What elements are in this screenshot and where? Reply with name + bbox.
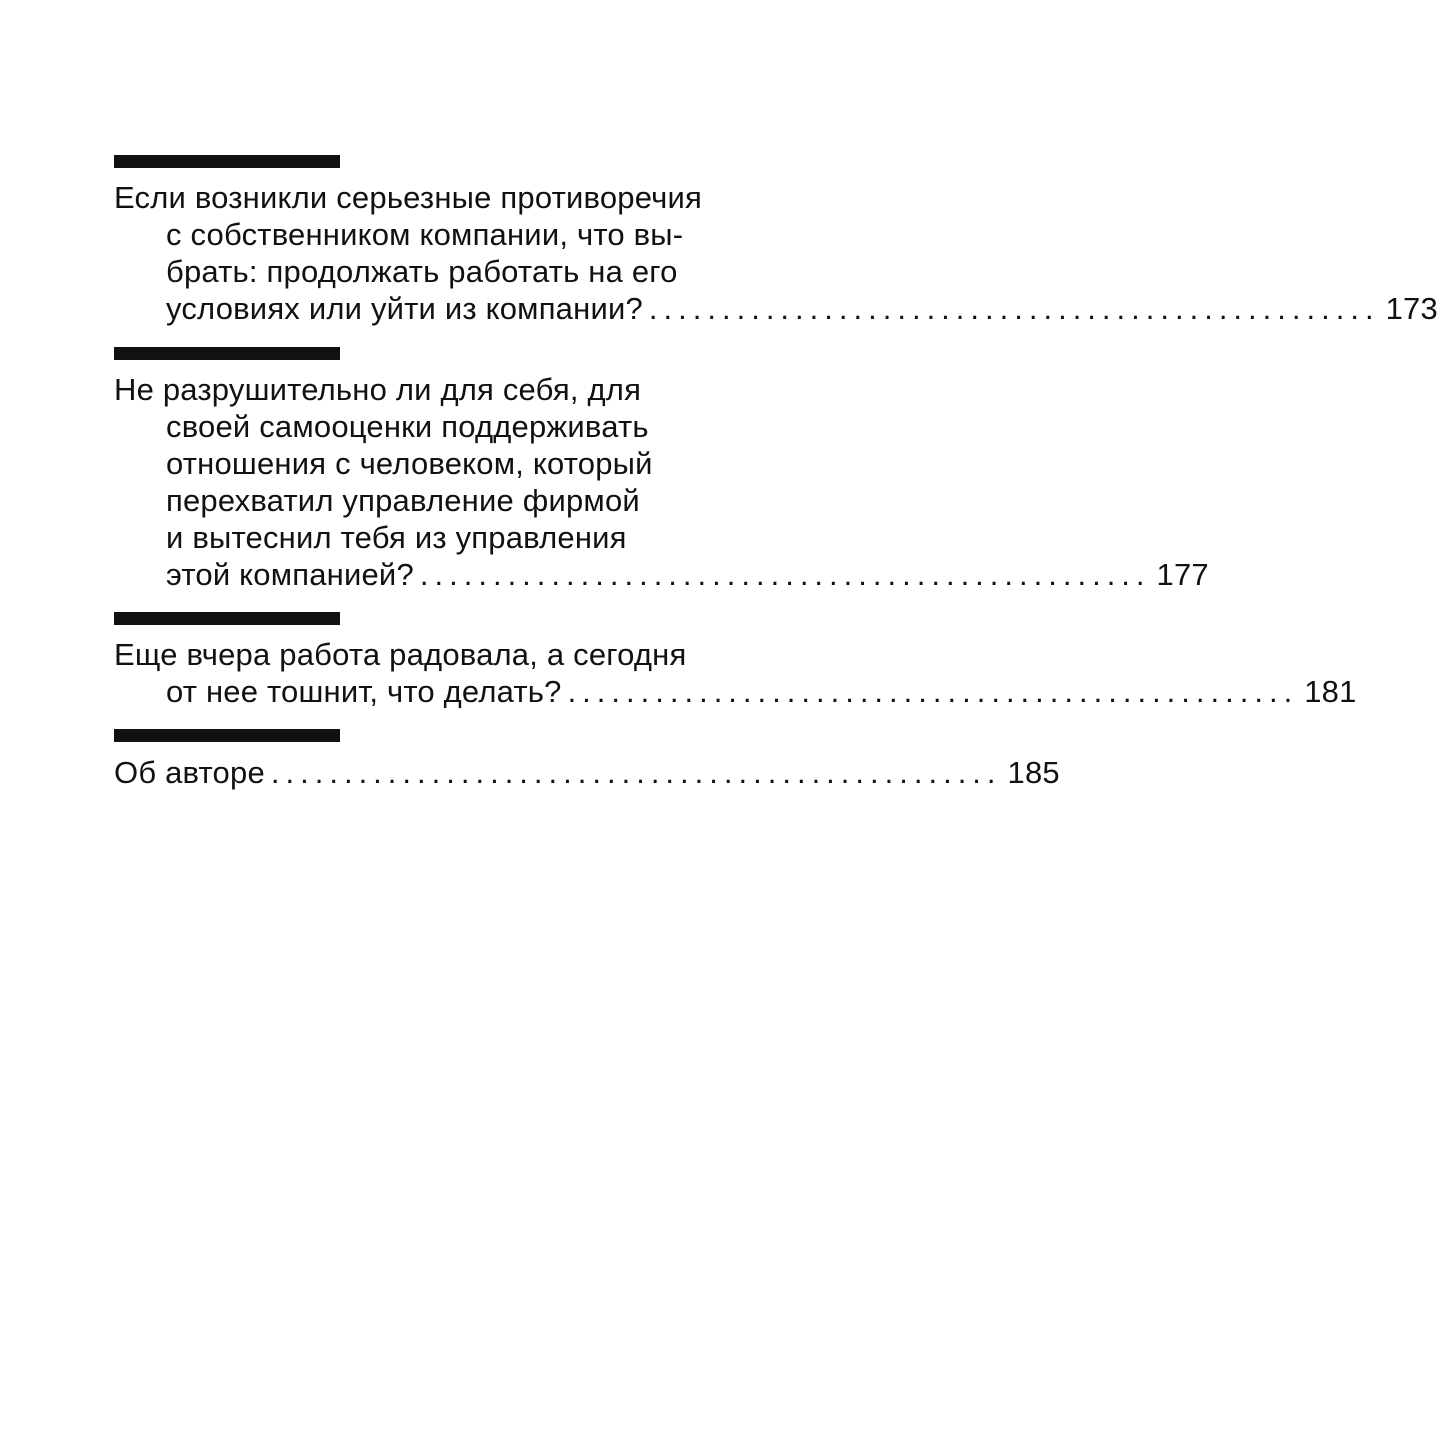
- page-number: 173: [1385, 291, 1438, 326]
- section-divider-bar: [114, 729, 340, 742]
- toc-entry-last-line: [114, 556, 1209, 593]
- toc-entry-line: отношения с человеком, который: [166, 446, 653, 481]
- toc-entry-line: с собственником компании, что вы-: [166, 217, 684, 252]
- toc-entry: [114, 612, 1357, 710]
- toc-entry: [114, 347, 1209, 593]
- toc-entry: [114, 155, 1438, 327]
- toc-entry: [114, 729, 1060, 791]
- toc-entry-line: и вытеснил тебя из управления: [166, 520, 627, 555]
- toc-entry-title: [114, 371, 1209, 593]
- toc-entry-title: [114, 754, 1060, 791]
- section-divider-bar: [114, 155, 340, 168]
- toc-entry-line: этой компанией?: [166, 557, 414, 592]
- toc-entry-line: брать: продолжать работать на его: [166, 254, 678, 289]
- toc-entry-line: условиях или уйти из компании?: [166, 291, 643, 326]
- section-divider-bar: [114, 347, 340, 360]
- toc-entry-last-line: [114, 290, 1438, 327]
- toc-entry-last-line: [114, 673, 1357, 710]
- toc-entry-line: перехватил управление фирмой: [166, 483, 640, 518]
- toc-entry-line: своей самооценки поддерживать: [166, 409, 649, 444]
- dot-leader: ..................................................: [648, 291, 1380, 326]
- page-number: 185: [1007, 755, 1060, 790]
- toc-entry-title: [114, 636, 1357, 710]
- page-number: 177: [1156, 557, 1209, 592]
- toc-entry-line: Если возникли серьезные противоречия: [114, 180, 702, 215]
- section-divider-bar: [114, 612, 340, 625]
- toc-entry-line: Еще вчера работа радовала, а сегодня: [114, 637, 687, 672]
- dot-leader: ..................................................: [567, 674, 1299, 709]
- toc-entry-title: [114, 179, 1438, 327]
- toc-entry-last-line: [114, 754, 1060, 791]
- toc-entry-line: Не разрушительно ли для себя, для: [114, 372, 642, 407]
- dot-leader: ..................................................: [419, 557, 1151, 592]
- page-number: 181: [1304, 674, 1357, 709]
- toc-entry-line: от нее тошнит, что делать?: [166, 674, 562, 709]
- dot-leader: ..................................................: [270, 755, 1002, 790]
- toc-entry-line: Об авторе: [114, 755, 265, 790]
